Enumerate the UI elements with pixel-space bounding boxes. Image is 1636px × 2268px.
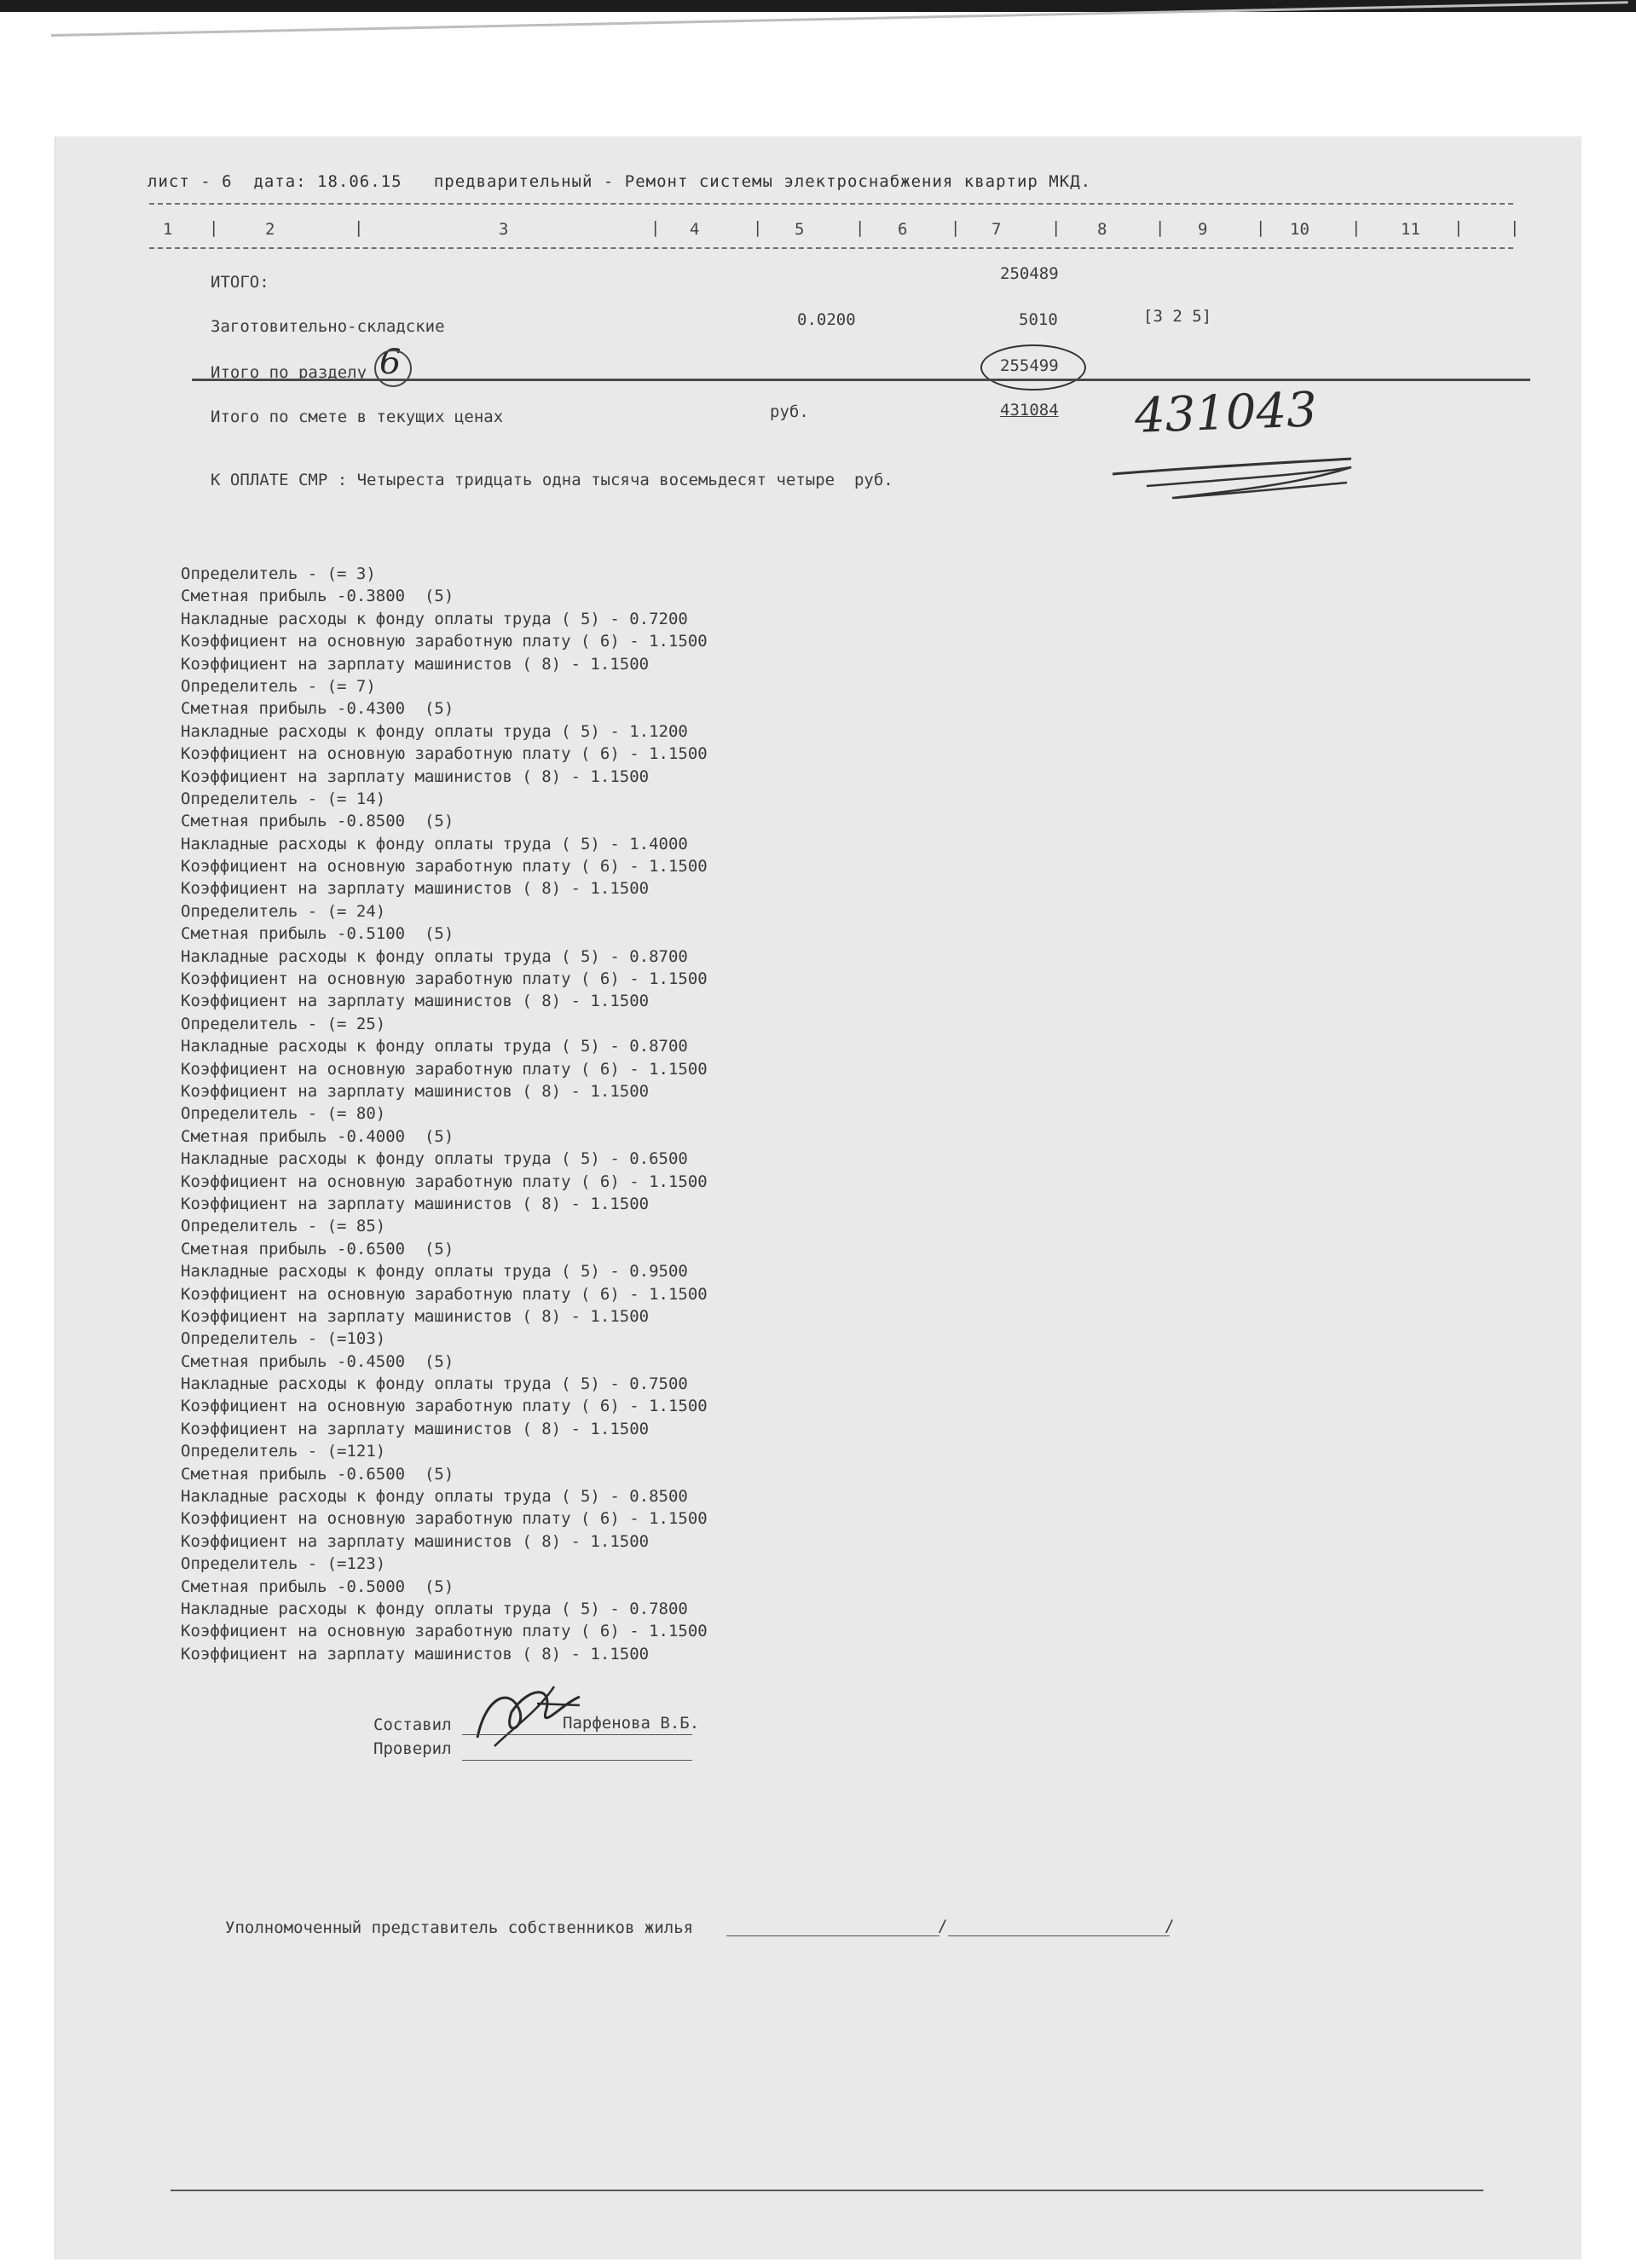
column-number: 5 [795,220,805,239]
representative-separator: / [938,1917,948,1935]
coefficient-line: Накладные расходы к фонду оплаты труда ( 5) - 0.7500 [181,1374,688,1394]
column-separator: | [209,218,219,237]
coefficient-line: Накладные расходы к фонду оплаты труда ( 5) - 0.8700 [181,946,688,966]
oplata-text: К ОПЛАТЕ СМР : Четыреста тридцать одна тысяча восемьдесят четыре руб. [211,471,893,489]
coefficient-line: Коэффициент на зарплату машинистов ( 8) - 1.1500 [181,1306,650,1326]
column-separator: | [1051,218,1061,237]
coefficient-line: Определитель - (= 3) [181,564,376,583]
zagot-rate: 0.0200 [797,310,856,329]
column-number: 6 [898,220,908,239]
coefficient-line: Сметная прибыль -0.6500 (5) [181,1464,454,1484]
proveril-signature-line [462,1760,692,1761]
coefficient-line: Коэффициент на основную заработную плату ( 6) - 1.1500 [181,1172,708,1191]
coefficient-line: Коэффициент на зарплату машинистов ( 8) - 1.1500 [181,1419,650,1438]
coefficient-line: Определитель - (= 7) [181,676,376,696]
coefficient-line: Коэффициент на зарплату машинистов ( 8) - 1.1500 [181,1194,650,1213]
column-separator: | [1256,218,1266,237]
column-number: 8 [1097,220,1107,239]
sostavil-name: Парфенова В.Б. [563,1714,700,1733]
smeta-label: Итого по смете в текущих ценах [211,408,504,426]
coefficient-line: Коэффициент на основную заработную плату ( 6) - 1.1500 [181,1622,708,1641]
coefficient-line: Определитель - (= 14) [181,789,386,808]
coefficient-line: Коэффициент на основную заработную плату ( 6) - 1.1500 [181,1509,708,1529]
coefficient-line: Коэффициент на зарплату машинистов ( 8) - 1.1500 [181,1644,650,1663]
column-separator: | [855,218,865,237]
section-divider [192,379,1530,381]
representative-name-line [948,1935,1170,1936]
column-number: 11 [1401,220,1420,239]
coefficient-line: Накладные расходы к фонду оплаты труда ( 5) - 1.4000 [181,834,688,853]
zagot-value: 5010 [1019,310,1058,329]
coefficient-line: Определитель - (=121) [181,1442,386,1461]
smeta-value-handwritten: 431043 [1133,382,1318,444]
column-separator: | [1454,218,1464,237]
column-separator: | [354,218,364,237]
column-number: 7 [991,220,1002,239]
column-separator: | [951,218,961,237]
coefficient-line: Коэффициент на основную заработную плату ( 6) - 1.1500 [181,744,708,764]
header-divider-bottom [149,247,1513,249]
itogo-value: 250489 [1000,264,1059,283]
column-separator: | [1155,218,1165,237]
coefficient-line: Сметная прибыль -0.4300 (5) [181,699,454,719]
paper-fold-edge [51,1,1630,148]
coefficient-line: Накладные расходы к фонду оплаты труда ( 5) - 1.1200 [181,721,688,741]
coefficient-line: Накладные расходы к фонду оплаты труда ( 5) - 0.9500 [181,1262,688,1282]
coefficient-line: Определитель - (= 24) [181,901,386,921]
column-separator: | [650,218,661,237]
representative-label: Уполномоченный представитель собственников жилья [225,1918,694,1937]
proveril-label: Проверил [373,1739,452,1758]
column-number: 4 [690,220,700,239]
column-number: 1 [163,220,173,239]
column-number: 3 [499,220,509,239]
razdel-value: 255499 [1000,356,1059,375]
coefficient-line: Накладные расходы к фонду оплаты труда ( 5) - 0.6500 [181,1149,688,1169]
bottom-rule [171,2190,1483,2191]
coefficient-line: Определитель - (=123) [181,1554,386,1574]
column-separator: | [1510,218,1520,237]
coefficient-line: Коэффициент на зарплату машинистов ( 8) - 1.1500 [181,654,650,674]
handwritten-underline-scribble [1095,452,1368,512]
coefficient-line: Коэффициент на основную заработную плату ( 6) - 1.1500 [181,1284,708,1304]
column-number: 9 [1198,220,1208,239]
coefficient-line: Сметная прибыль -0.8500 (5) [181,812,454,831]
coefficient-line: Коэффициент на зарплату машинистов ( 8) - 1.1500 [181,1081,650,1101]
coefficient-line: Определитель - (=103) [181,1329,386,1349]
razdel-label: Итого по разделу [211,363,367,382]
header-divider-top [149,203,1513,205]
coefficient-line: Определитель - (= 25) [181,1014,386,1033]
column-number: 10 [1290,220,1309,239]
coefficient-line: Коэффициент на основную заработную плату ( 6) - 1.1500 [181,969,708,989]
smeta-value: 431084 [1000,401,1059,419]
coefficient-line: Определитель - (= 85) [181,1217,386,1236]
razdel-number-circle [374,350,412,387]
zagot-code: [3 2 5] [1143,307,1212,326]
zagot-label: Заготовительно-складские [211,317,445,336]
coefficient-line: Коэффициент на зарплату машинистов ( 8) - 1.1500 [181,767,650,786]
column-separator: | [753,218,763,237]
coefficient-line: Коэффициент на основную заработную плату ( 6) - 1.1500 [181,632,708,651]
coefficient-line: Накладные расходы к фонду оплаты труда ( 5) - 0.7200 [181,609,688,628]
representative-signature-line [726,1935,939,1936]
coefficient-line: Накладные расходы к фонду оплаты труда ( 5) - 0.8700 [181,1037,688,1056]
coefficient-line: Коэффициент на основную заработную плату ( 6) - 1.1500 [181,1397,708,1416]
column-separator: | [1351,218,1361,237]
coefficient-line: Определитель - (= 80) [181,1104,386,1124]
coefficient-line: Сметная прибыль -0.4500 (5) [181,1351,454,1371]
razdel-value-circle [980,344,1086,391]
coefficient-line: Коэффициент на зарплату машинистов ( 8) - 1.1500 [181,879,650,899]
itogo-label: ИТОГО: [211,273,269,292]
sheet-header: лист - 6 дата: 18.06.15 предварительный - Ремонт системы электроснабжения квартир МКД. [147,172,1092,191]
sostavil-label: Составил [373,1715,452,1734]
razdel-number-handwritten: 6 [379,343,402,382]
coefficient-line: Коэффициент на основную заработную плату ( 6) - 1.1500 [181,857,708,877]
coefficient-line: Коэффициент на основную заработную плату ( 6) - 1.1500 [181,1059,708,1079]
representative-separator: / [1165,1917,1175,1935]
coefficient-line: Сметная прибыль -0.3800 (5) [181,587,454,606]
coefficient-line: Сметная прибыль -0.6500 (5) [181,1239,454,1258]
coefficient-line: Коэффициент на зарплату машинистов ( 8) - 1.1500 [181,992,650,1011]
column-number: 2 [265,220,275,239]
coefficient-line: Сметная прибыль -0.5000 (5) [181,1577,454,1596]
coefficient-line: Накладные расходы к фонду оплаты труда ( 5) - 0.7800 [181,1599,688,1618]
coefficient-line: Коэффициент на зарплату машинистов ( 8) - 1.1500 [181,1531,650,1551]
coefficient-line: Накладные расходы к фонду оплаты труда ( 5) - 0.8500 [181,1487,688,1507]
coefficient-list [181,563,708,1665]
coefficient-line: Сметная прибыль -0.4000 (5) [181,1126,454,1146]
smeta-unit: руб. [770,402,809,421]
coefficient-line: Сметная прибыль -0.5100 (5) [181,924,454,944]
sostavil-signature-line [462,1734,692,1735]
